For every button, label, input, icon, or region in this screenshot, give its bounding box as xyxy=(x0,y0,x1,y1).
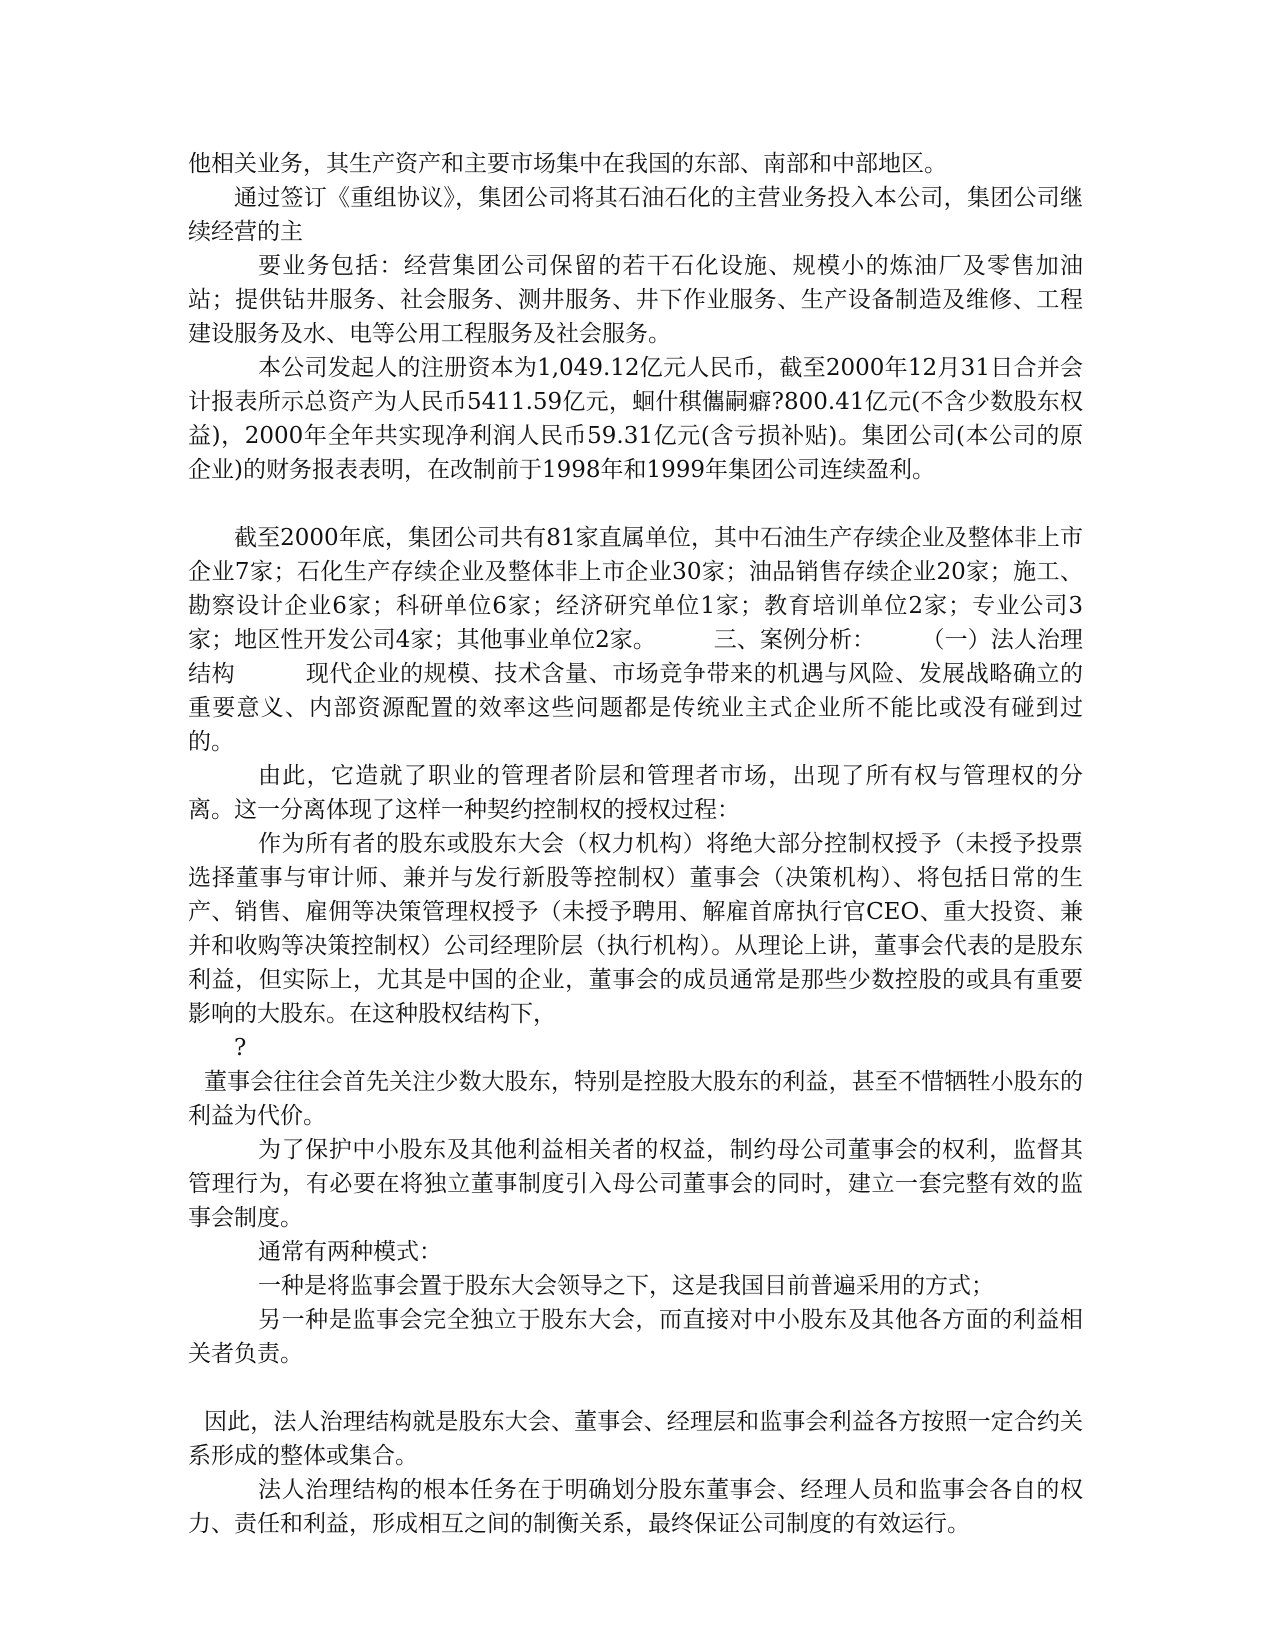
paragraph-7: 作为所有者的股东或股东大会（权力机构）将绝大部分控制权授予（未授予投票选择董事与审计师、兼并与发行新股等控制权）董事会（决策机构）、将包括日常的生产、销售、雇佣等决策管理权授予（未授予聘用、解雇首席执行官CEO、重大投资、兼并和收购等决策控制权）公司经理阶层（执行机构）。从理论上讲，董事会代表的是股东利益，但实际上，尤其是中国的企业，董事会的成员通常是那些少数控股的或具有重要影响的大股东。在这种股权结构下， xyxy=(188,831,1083,1027)
paragraph-1: 他相关业务，其生产资产和主要市场集中在我国的东部、南部和中部地区。 xyxy=(188,151,947,177)
spacer xyxy=(188,487,1083,521)
paragraph-14: 法人治理结构的根本任务在于明确划分股东董事会、经理人员和监事会各自的权力、责任和利益，形成相互之间的制衡关系，最终保证公司制度的有效运行。 xyxy=(188,1477,1083,1537)
document-body xyxy=(188,147,1083,1541)
paragraph-3: 要业务包括：经营集团公司保留的若干石化设施、规模小的炼油厂及零售加油站；提供钻井服务、社会服务、测井服务、井下作业服务、生产设备制造及维修、工程建设服务及水、电等公用工程服务及社会服务。 xyxy=(188,253,1083,347)
paragraph-10: 通常有两种模式： xyxy=(258,1239,442,1265)
paragraph-13: 因此，法人治理结构就是股东大会、董事会、经理层和监事会利益各方按照一定合约关系形成的整体或集合。 xyxy=(188,1409,1083,1469)
paragraph-8: 董事会往往会首先关注少数大股东，特别是控股大股东的利益，甚至不惜牺牲小股东的利益为代价。 xyxy=(188,1069,1083,1129)
paragraph-6: 由此，它造就了职业的管理者阶层和管理者市场，出现了所有权与管理权的分离。这一分离体现了这样一种契约控制权的授权过程： xyxy=(188,763,1083,823)
paragraph-11: 一种是将监事会置于股东大会领导之下，这是我国目前普遍采用的方式； xyxy=(258,1273,994,1299)
paragraph-2: 通过签订《重组协议》，集团公司将其石油石化的主营业务投入本公司，集团公司继续经营的主 xyxy=(188,185,1083,245)
paragraph-4: 本公司发起人的注册资本为1,049.12亿元人民币，截至2000年12月31日合并会计报表所示总资产为人民币5411.59亿元，蛔什稘儶嗣癖?800.41亿元(不含少数股东权益)，2000年全年共实现净利润人民币59.31亿元(含亏损补贴)。集团公司(本公司的原企业)的财务报表表明，在改制前于1998年和1999年集团公司连续盈利。 xyxy=(188,355,1083,483)
spacer xyxy=(188,1371,1083,1405)
paragraph-5: 截至2000年底，集团公司共有81家直属单位，其中石油生产存续企业及整体非上市企业7家；石化生产存续企业及整体非上市企业30家；油品销售存续企业20家；施工、勘察设计企业6家；科研单位6家；经济研究单位1家；教育培训单位2家；专业公司3家；地区性开发公司4家；其他事业单位2家。 三、案例分析： （一）法人治理结构 现代企业的规模、技术含量、市场竞争带来的机遇与风险、发展战略确立的重要意义、内部资源配置的效率这些问题都是传统业主式企业所不能比或没有碰到过的。 xyxy=(188,525,1083,755)
question-mark-line: ? xyxy=(234,1035,247,1061)
paragraph-9: 为了保护中小股东及其他利益相关者的权益，制约母公司董事会的权利，监督其管理行为，有必要在将独立董事制度引入母公司董事会的同时，建立一套完整有效的监事会制度。 xyxy=(188,1137,1083,1231)
paragraph-12: 另一种是监事会完全独立于股东大会，而直接对中小股东及其他各方面的利益相关者负责。 xyxy=(188,1307,1083,1367)
